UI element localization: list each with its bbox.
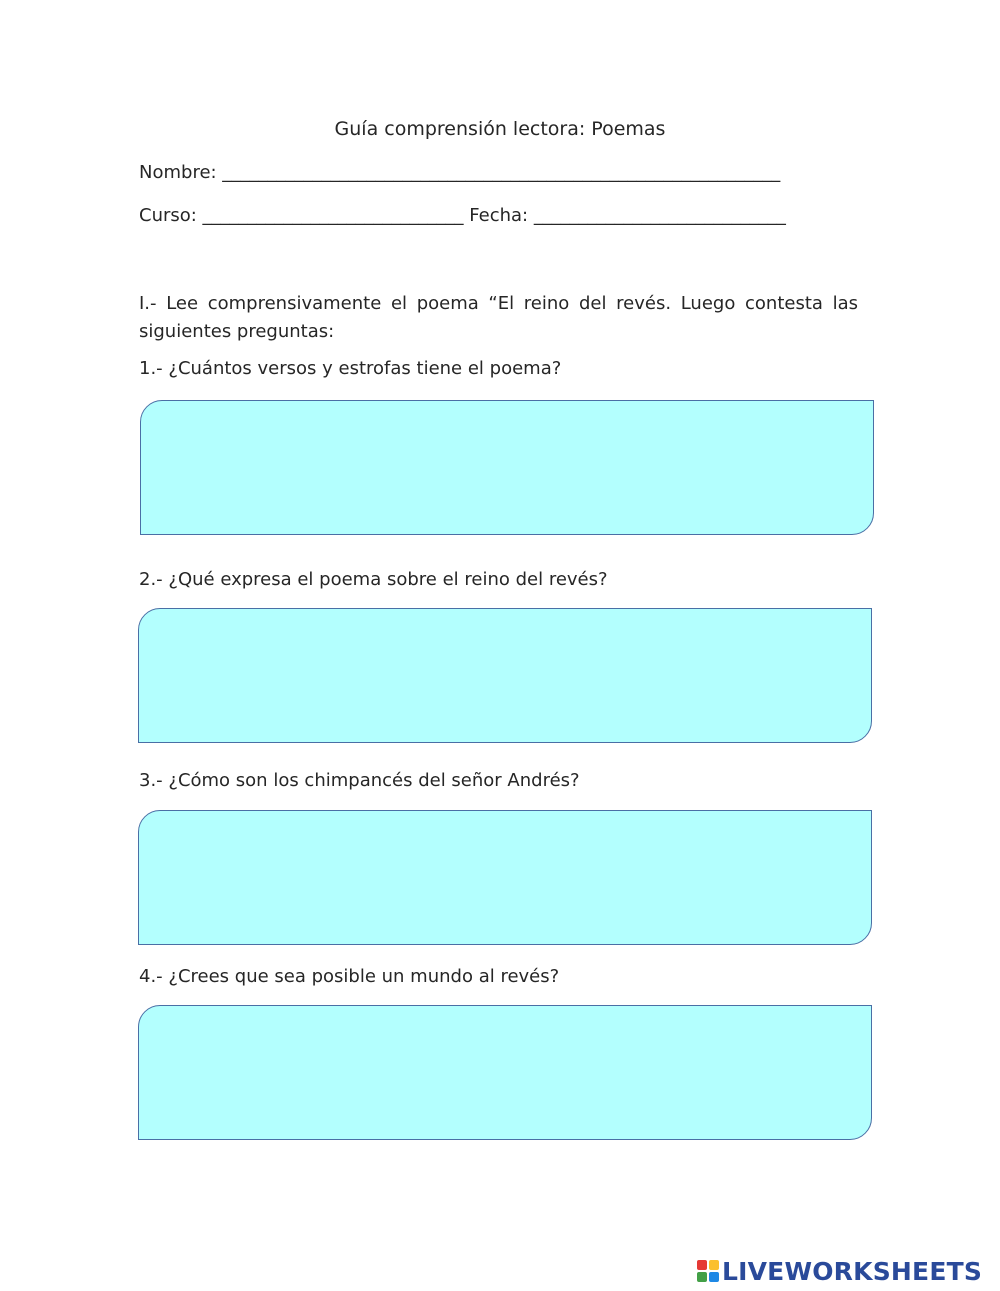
answer-box-1[interactable] <box>140 400 874 535</box>
answer-box-2[interactable] <box>138 608 872 743</box>
brand-name: LIVEWORKSHEETS <box>722 1256 983 1286</box>
answer-box-4[interactable] <box>138 1005 872 1140</box>
question-1: 1.- ¿Cuántos versos y estrofas tiene el poema? <box>139 358 562 379</box>
question-4: 4.- ¿Crees que sea posible un mundo al revés? <box>139 966 560 987</box>
logo-blocks-icon <box>697 1260 719 1282</box>
question-3: 3.- ¿Cómo son los chimpancés del señor Andrés? <box>139 770 580 791</box>
instructions: I.- Lee comprensivamente el poema “El reino del revés. Luego contesta las siguientes preguntas: <box>139 293 858 342</box>
liveworksheets-logo <box>697 1257 982 1285</box>
name-field-line: Nombre: ______________________________________________________________ <box>139 162 781 183</box>
page-title: Guía comprensión lectora: Poemas <box>334 118 666 140</box>
question-2: 2.- ¿Qué expresa el poema sobre el reino del revés? <box>139 569 608 590</box>
course-date-field-line: Curso: _____________________________ Fecha: ____________________________ <box>139 205 786 226</box>
answer-box-3[interactable] <box>138 810 872 945</box>
